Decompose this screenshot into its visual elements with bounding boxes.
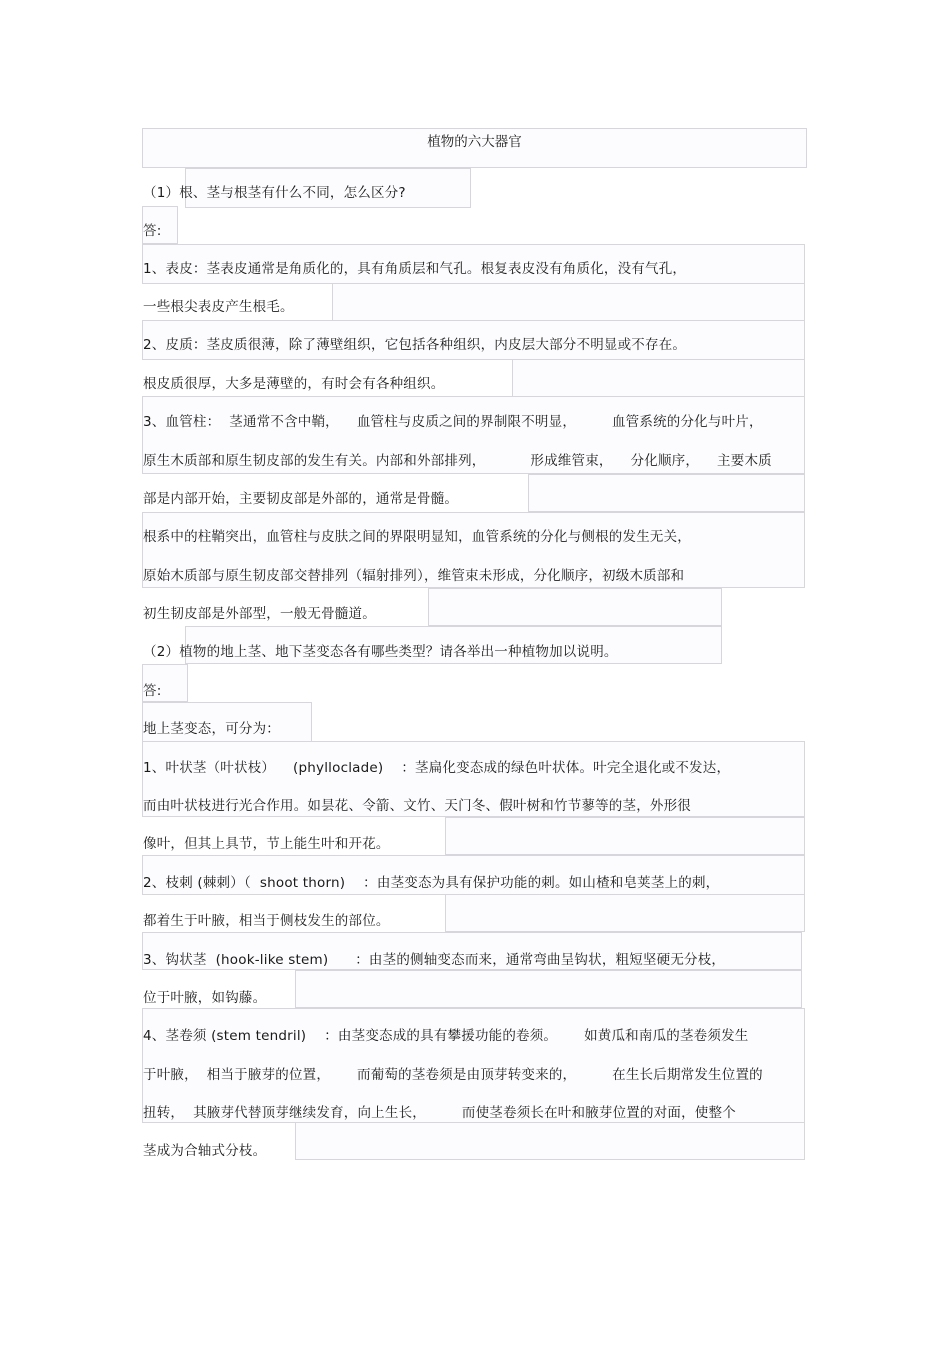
question-1: （1）根、茎与根茎有什么不同，怎么区分?: [143, 185, 406, 201]
text-line: 像叶，但其上具节，节上能生叶和开花。: [143, 836, 390, 852]
page-title: 植物的六大器官: [427, 134, 522, 150]
text-line: 3、钩状茎 (hook-like stem) ：由茎的侧轴变态而来，通常弯曲呈钩状，粗短坚硬无分枝，: [143, 952, 726, 968]
text-line: 扭转， 其腋芽代替顶芽继续发育，向上生长， 而使茎卷须长在叶和腋芽位置的对面，使整个: [143, 1105, 736, 1121]
text-line: 原始木质部与原生韧皮部交替排列（辐射排列），维管束未形成，分化顺序，初级木质部和: [143, 568, 685, 584]
text-line: 茎成为合轴式分枝。: [143, 1143, 267, 1159]
text-line: 地上茎变态，可分为：: [143, 721, 280, 737]
question-2: （2）植物的地上茎、地下茎变态各有哪些类型？请各举出一种植物加以说明。: [143, 644, 618, 660]
text-line: 部是内部开始，主要韧皮部是外部的，通常是骨髓。: [143, 491, 459, 507]
text-line: 1、表皮：茎表皮通常是角质化的，具有角质层和气孔。根复表皮没有角质化，没有气孔，: [143, 261, 687, 277]
frame-l15: [295, 970, 802, 1008]
frame-l4: [512, 359, 805, 397]
frame-l6: [528, 474, 805, 512]
frame-l8: [428, 588, 722, 626]
text-line: 根皮质很厚，大多是薄壁的，有时会有各种组织。: [143, 376, 445, 392]
text-line: 都着生于叶腋，相当于侧枝发生的部位。: [143, 913, 390, 929]
text-line: 位于叶腋，如钩藤。: [143, 990, 267, 1006]
text-line: 原生木质部和原生韧皮部的发生有关。内部和外部排列， 形成维管束， 分化顺序， 主要木质: [143, 453, 772, 469]
text-line: 1、叶状茎（叶状枝） (phylloclade) ：茎扁化变态成的绿色叶状体。叶完全退化或不发达，: [143, 760, 731, 776]
text-line: 2、枝刺 (棘刺）（ shoot thorn) ：由茎变态为具有保护功能的刺。如山楂和皂荚茎上的刺，: [143, 875, 720, 891]
text-line: 2、皮质：茎皮质很薄，除了薄壁组织，它包括各种组织，内皮层大部分不明显或不存在。: [143, 337, 687, 353]
text-line: 初生韧皮部是外部型，一般无骨髓道。: [143, 606, 376, 622]
text-line: 根系中的柱鞘突出，血管柱与皮肤之间的界限明显知，血管系统的分化与侧根的发生无关，: [143, 529, 691, 545]
text-line: 一些根尖表皮产生根毛。: [143, 299, 294, 315]
text-line: 而由叶状枝进行光合作用。如昙花、令箭、文竹、天门冬、假叶树和竹节蓼等的茎，外形很: [143, 798, 691, 814]
text-line: 4、茎卷须 (stem tendril) ：由茎变态成的具有攀援功能的卷须。 如黄瓜和南瓜的茎卷须发生: [143, 1028, 749, 1044]
text-line: 于叶腋， 相当于腋芽的位置， 而葡萄的茎卷须是由顶芽转变来的， 在生长后期常发生位置的: [143, 1067, 763, 1083]
answer-label-1: 答:: [143, 223, 162, 239]
frame-l17: [295, 1122, 805, 1160]
frame-l2: [332, 283, 805, 321]
text-line: 3、血管柱： 茎通常不含中鞘， 血管柱与皮质之间的界制限不明显， 血管系统的分化与叶片，: [143, 414, 763, 430]
frame-l13: [445, 894, 805, 932]
frame-l11: [445, 817, 805, 855]
answer-label-2: 答:: [143, 683, 162, 699]
